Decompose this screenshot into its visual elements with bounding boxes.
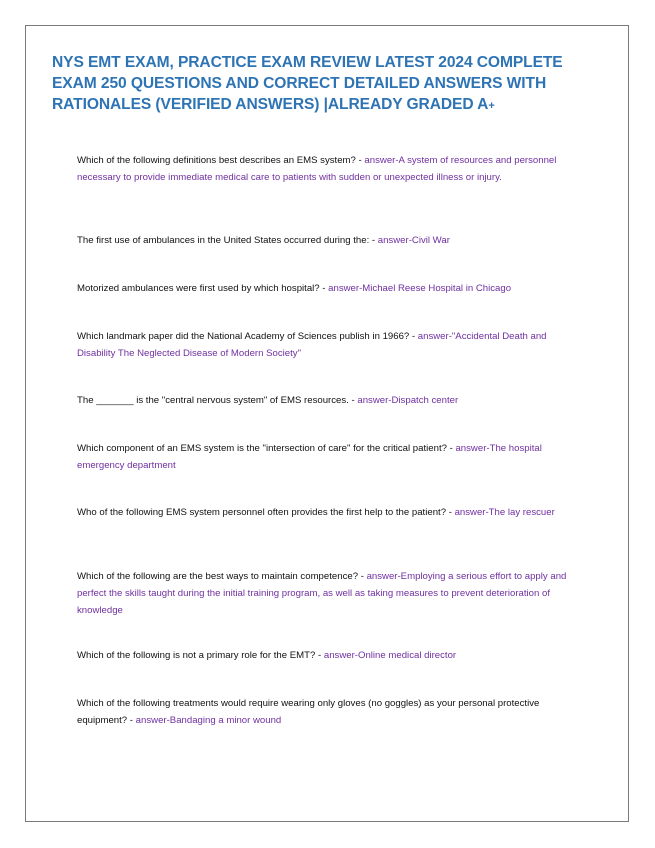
answer-text: answer-Michael Reese Hospital in Chicago bbox=[328, 283, 512, 294]
document-title-text: NYS EMT EXAM, PRACTICE EXAM REVIEW LATEST 2024 COMPLETE EXAM 250 QUESTIONS AND CORRECT DETAILED ANSWERS WITH RATIONALES (VERIFIED ANSWERS) |ALREADY GRADED A bbox=[52, 54, 563, 113]
qa-item bbox=[77, 280, 577, 297]
answer-text: answer-"Accidental Death and Disability The Neglected Disease of Modern Society" bbox=[77, 331, 547, 359]
answer-text: answer-The lay rescuer bbox=[454, 507, 555, 518]
question-text: Which of the following are the best ways to maintain competence? - bbox=[77, 571, 367, 582]
question-text: The first use of ambulances in the United States occurred during the: - bbox=[77, 235, 378, 246]
answer-text: answer-The hospital emergency department bbox=[77, 443, 542, 471]
question-text: Which of the following definitions best describes an EMS system? - bbox=[77, 155, 365, 166]
question-text: Which component of an EMS system is the "intersection of care" for the critical patient? - bbox=[77, 443, 456, 454]
question-text: Which of the following treatments would require wearing only gloves (no goggles) as your personal protective equipment? - bbox=[77, 698, 540, 726]
question-text: The _______ is the "central nervous system" of EMS resources. - bbox=[77, 395, 358, 406]
qa-item bbox=[77, 152, 577, 186]
question-text: Which of the following is not a primary role for the EMT? - bbox=[77, 650, 324, 661]
answer-text: answer-Dispatch center bbox=[357, 395, 459, 406]
answer-text: answer-Employing a serious effort to apply and perfect the skills taught during the initial training program, as well as taking measures to prevent deterioration of knowledge bbox=[77, 571, 567, 616]
question-text: Who of the following EMS system personnel often provides the first help to the patient? - bbox=[77, 507, 455, 518]
qa-item bbox=[77, 504, 577, 521]
document-title bbox=[52, 52, 572, 117]
qa-item bbox=[77, 232, 577, 249]
answer-text: answer-Bandaging a minor wound bbox=[135, 715, 282, 726]
qa-item bbox=[77, 568, 577, 619]
answer-text: answer-Civil War bbox=[377, 235, 450, 246]
question-text: Motorized ambulances were first used by which hospital? - bbox=[77, 283, 329, 294]
question-text: Which landmark paper did the National Academy of Sciences publish in 1966? - bbox=[77, 331, 418, 342]
document-title-suffix: + bbox=[488, 100, 495, 112]
answer-text: answer-Online medical director bbox=[323, 650, 457, 661]
qa-item bbox=[77, 392, 577, 409]
qa-item bbox=[77, 440, 577, 474]
answer-text: answer-A system of resources and personnel necessary to provide immediate medical care to patients with sudden or unexpected illness or injury. bbox=[77, 155, 557, 183]
qa-item bbox=[77, 328, 577, 362]
qa-item bbox=[77, 647, 577, 664]
qa-item bbox=[77, 695, 577, 729]
